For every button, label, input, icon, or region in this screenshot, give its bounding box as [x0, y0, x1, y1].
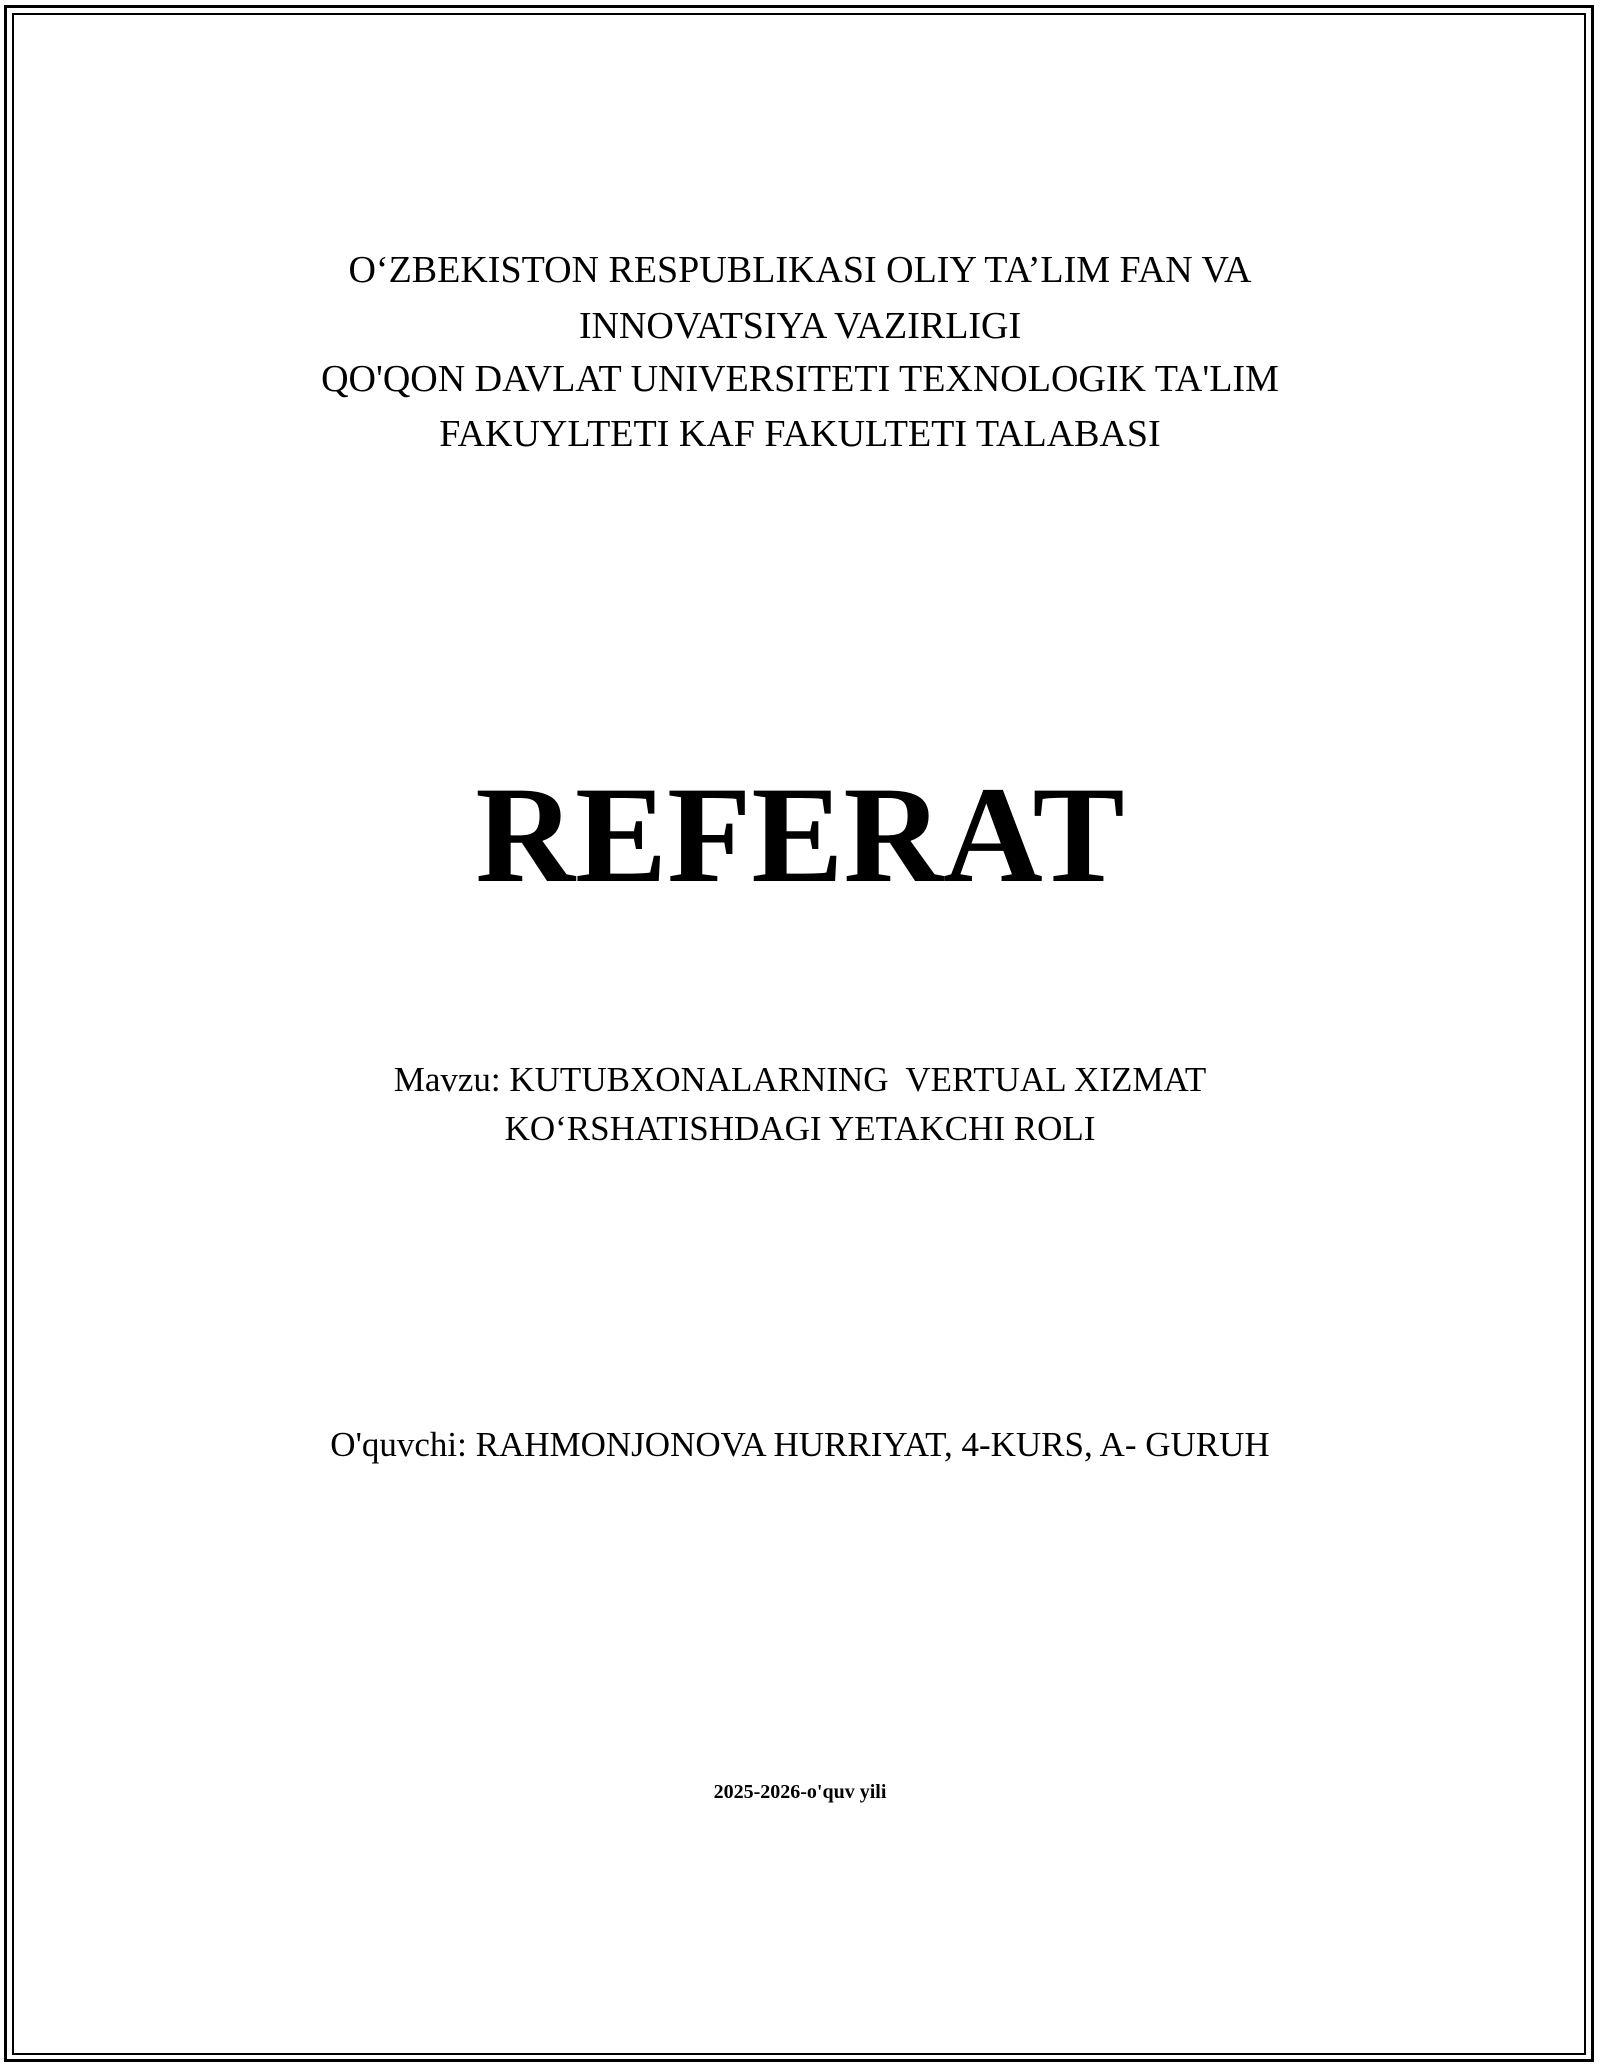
topic-line-1: Mavzu: KUTUBXONALARNING VERTUAL XIZMAT: [393, 1060, 1207, 1099]
header-line-ministry: O‘ZBEKISTON RESPUBLIKASI OLIY TA’LIM FAN VA: [348, 249, 1252, 291]
header-line-ministry-cont: INNOVATSIYA VAZIRLIGI: [578, 305, 1022, 347]
student-info: O'quvchi: RAHMONJONOVA HURRIYAT, 4-KURS, A- GURUH: [330, 1425, 1270, 1464]
header-line-university: QO'QON DAVLAT UNIVERSITETI TEXNOLOGIK TA'LIM: [321, 358, 1279, 400]
document-title: REFERAT: [475, 758, 1125, 911]
header-line-faculty: FAKUYLTETI KAF FAKULTETI TALABASI: [439, 413, 1161, 455]
academic-year: 2025-2026-o'quv yili: [713, 1781, 887, 1803]
topic-line-2: KO‘RSHATISHDAGI YETAKCHI ROLI: [504, 1109, 1096, 1148]
